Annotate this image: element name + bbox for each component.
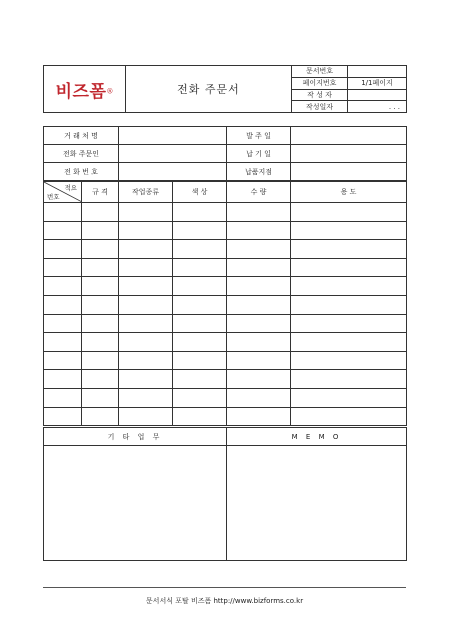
- cell-work-type[interactable]: [119, 277, 173, 296]
- info-label-caller: 전화 주문인: [44, 145, 119, 163]
- cell-color[interactable]: [173, 240, 227, 259]
- column-header-spec: 규 격: [82, 182, 119, 203]
- cell-number[interactable]: [44, 258, 82, 277]
- cell-purpose[interactable]: [291, 333, 407, 352]
- cell-number[interactable]: [44, 203, 82, 222]
- cell-number[interactable]: [44, 277, 82, 296]
- footer-text: 문서서식 포탈 비즈폼 http://www.bizforms.co.kr: [145, 597, 304, 605]
- registered-mark: ®: [106, 87, 114, 96]
- table-row: [44, 295, 407, 314]
- cell-quantity[interactable]: [227, 388, 291, 407]
- cell-purpose[interactable]: [291, 240, 407, 259]
- info-label-order-date: 발 주 일: [227, 127, 291, 145]
- table-row: [44, 258, 407, 277]
- cell-spec[interactable]: [82, 295, 119, 314]
- cell-number[interactable]: [44, 388, 82, 407]
- cell-spec[interactable]: [82, 333, 119, 352]
- cell-work-type[interactable]: [119, 333, 173, 352]
- info-field-due-date[interactable]: [291, 145, 407, 163]
- meta-label-author: 작 성 자: [292, 89, 348, 101]
- notes-table: [43, 427, 407, 561]
- cell-spec[interactable]: [82, 314, 119, 333]
- info-field-delivery-point[interactable]: [291, 163, 407, 181]
- cell-color[interactable]: [173, 388, 227, 407]
- cell-work-type[interactable]: [119, 370, 173, 389]
- cell-quantity[interactable]: [227, 370, 291, 389]
- meta-label-page-number: 페이지번호: [292, 77, 348, 89]
- table-row: [44, 221, 407, 240]
- info-field-order-date[interactable]: [291, 127, 407, 145]
- memo-area[interactable]: [227, 446, 407, 561]
- cell-work-type[interactable]: [119, 203, 173, 222]
- cell-quantity[interactable]: [227, 203, 291, 222]
- column-header-purpose: 용 도: [291, 182, 407, 203]
- cell-quantity[interactable]: [227, 258, 291, 277]
- cell-purpose[interactable]: [291, 277, 407, 296]
- meta-value-doc-number[interactable]: [348, 66, 407, 78]
- cell-color[interactable]: [173, 221, 227, 240]
- items-table: [43, 181, 407, 426]
- cell-color[interactable]: [173, 314, 227, 333]
- corner-label-number: 번호: [47, 193, 60, 201]
- cell-color[interactable]: [173, 351, 227, 370]
- cell-quantity[interactable]: [227, 407, 291, 426]
- cell-spec[interactable]: [82, 407, 119, 426]
- items-header-row: [44, 182, 407, 203]
- cell-color[interactable]: [173, 295, 227, 314]
- cell-number[interactable]: [44, 240, 82, 259]
- cell-work-type[interactable]: [119, 295, 173, 314]
- cell-quantity[interactable]: [227, 351, 291, 370]
- cell-purpose[interactable]: [291, 407, 407, 426]
- cell-number[interactable]: [44, 407, 82, 426]
- table-row: [44, 277, 407, 296]
- cell-work-type[interactable]: [119, 407, 173, 426]
- corner-label-summary: 적요: [64, 184, 77, 192]
- cell-spec[interactable]: [82, 351, 119, 370]
- column-header-color: 색 상: [173, 182, 227, 203]
- cell-quantity[interactable]: [227, 221, 291, 240]
- info-field-caller[interactable]: [119, 145, 227, 163]
- info-field-client[interactable]: [119, 127, 227, 145]
- cell-color[interactable]: [173, 370, 227, 389]
- table-row: [44, 388, 407, 407]
- order-info-table: [43, 126, 407, 181]
- cell-spec[interactable]: [82, 370, 119, 389]
- logo-cell: [44, 66, 126, 113]
- meta-label-date: 작성일자: [292, 101, 348, 113]
- meta-value-page-number[interactable]: 1/1페이지: [348, 77, 407, 89]
- cell-number[interactable]: [44, 314, 82, 333]
- cell-purpose[interactable]: [291, 203, 407, 222]
- cell-work-type[interactable]: [119, 314, 173, 333]
- cell-quantity[interactable]: [227, 314, 291, 333]
- cell-work-type[interactable]: [119, 258, 173, 277]
- document-title: 전화 주문서: [126, 66, 292, 113]
- info-field-phone[interactable]: [119, 163, 227, 181]
- cell-color[interactable]: [173, 203, 227, 222]
- info-label-due-date: 납 기 일: [227, 145, 291, 163]
- cell-purpose[interactable]: [291, 221, 407, 240]
- cell-purpose[interactable]: [291, 314, 407, 333]
- cell-spec[interactable]: [82, 203, 119, 222]
- cell-purpose[interactable]: [291, 388, 407, 407]
- corner-cell: [44, 182, 82, 203]
- cell-purpose[interactable]: [291, 295, 407, 314]
- info-label-client: 거 래 처 명: [44, 127, 119, 145]
- memo-heading: M E M O: [227, 428, 407, 446]
- info-label-delivery-point: 납품지점: [227, 163, 291, 181]
- cell-spec[interactable]: [82, 240, 119, 259]
- cell-work-type[interactable]: [119, 221, 173, 240]
- cell-work-type[interactable]: [119, 351, 173, 370]
- cell-color[interactable]: [173, 333, 227, 352]
- cell-quantity[interactable]: [227, 333, 291, 352]
- cell-purpose[interactable]: [291, 258, 407, 277]
- cell-spec[interactable]: [82, 388, 119, 407]
- cell-number[interactable]: [44, 351, 82, 370]
- table-row: [44, 407, 407, 426]
- cell-number[interactable]: [44, 221, 82, 240]
- cell-work-type[interactable]: [119, 240, 173, 259]
- company-logo: 비즈폼: [55, 81, 107, 102]
- cell-purpose[interactable]: [291, 351, 407, 370]
- cell-spec[interactable]: [82, 277, 119, 296]
- column-header-work-type: 작업종류: [119, 182, 173, 203]
- footer-divider: [43, 587, 406, 588]
- cell-spec[interactable]: [82, 221, 119, 240]
- cell-work-type[interactable]: [119, 388, 173, 407]
- cell-number[interactable]: [44, 333, 82, 352]
- cell-quantity[interactable]: [227, 295, 291, 314]
- meta-value-date[interactable]: . . .: [348, 101, 407, 113]
- cell-quantity[interactable]: [227, 277, 291, 296]
- info-label-phone: 전 화 번 호: [44, 163, 119, 181]
- table-row: [44, 314, 407, 333]
- table-row: [44, 203, 407, 222]
- cell-purpose[interactable]: [291, 370, 407, 389]
- table-row: [44, 333, 407, 352]
- cell-color[interactable]: [173, 277, 227, 296]
- table-row: [44, 370, 407, 389]
- table-row: [44, 351, 407, 370]
- cell-color[interactable]: [173, 407, 227, 426]
- cell-number[interactable]: [44, 370, 82, 389]
- cell-spec[interactable]: [82, 258, 119, 277]
- cell-quantity[interactable]: [227, 240, 291, 259]
- cell-number[interactable]: [44, 295, 82, 314]
- cell-color[interactable]: [173, 258, 227, 277]
- other-tasks-heading: 기 타 업 무: [44, 428, 227, 446]
- column-header-quantity: 수 량: [227, 182, 291, 203]
- other-tasks-area[interactable]: [44, 446, 227, 561]
- meta-label-doc-number: 문서번호: [292, 66, 348, 78]
- document-header: [43, 65, 407, 113]
- table-row: [44, 240, 407, 259]
- meta-value-author[interactable]: [348, 89, 407, 101]
